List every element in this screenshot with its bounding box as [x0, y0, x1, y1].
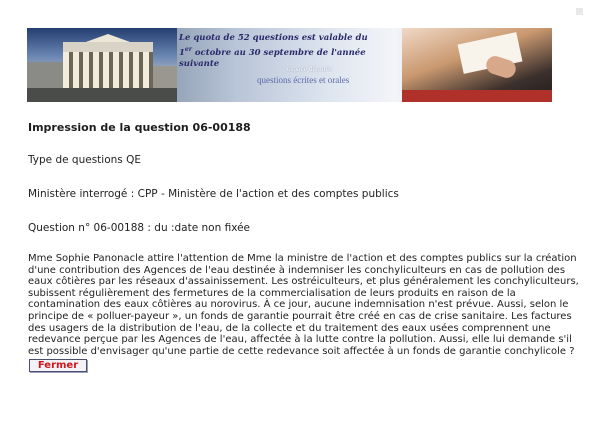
- banner-center: [177, 28, 402, 102]
- question-body: Mme Sophie Panonacle attire l'attention de Mme la ministre de l'action et des comptes publics sur la création d'une contribution des Agences de l'eau destinée à indemniser les conchyliculteurs en cas de pollution des eaux côtières par les réseaux d'assainissement. Les ostréiculteurs, et plus généralement les conchyliculteurs, subissent régulièrement des fermetures de la commercialisation de leurs produits en raison de la contamination des eaux côtières au norovirus. À ce jour, aucune indemnisation n'est prévue. Aussi, selon le principe de « polluer-payeur », un fonds de garantie pourrait être créé en cas de crise sanitaire. Les factures des usagers de la distribution de l'eau, de la collecte et du traitement des eaux usées comprennent une redevance perçue par les Agences de l'eau, affectée à la lutte contre la pollution. Aussi, elle lui demande s'il est possible d'envisager qu'une partie de cette redevance soit affectée à un fonds de garantie conchylicole ?: [28, 253, 579, 357]
- page-title: Impression de la question 06-00188: [28, 121, 251, 134]
- question-number: Question n° 06-00188 : du :date non fixée: [28, 222, 251, 234]
- ministry: Ministère interrogé : CPP - Ministère de l'action et des comptes publics: [28, 188, 399, 200]
- espace-deputes-label: espace députés: [287, 64, 332, 73]
- banner-red-strip: [402, 90, 552, 102]
- close-button[interactable]: Fermer: [29, 359, 87, 372]
- writing-photo: [402, 28, 552, 102]
- quota-notice: Le quota de 52 questions est valable du 1er octobre au 30 septembre de l'année suivante: [179, 33, 368, 69]
- question-type: Type de questions QE: [28, 154, 141, 166]
- header-banner: [27, 28, 552, 102]
- questions-ecrites-label: questions écrites et orales: [257, 75, 350, 85]
- scan-mark: [576, 8, 583, 15]
- palais-bourbon-photo: [27, 28, 177, 102]
